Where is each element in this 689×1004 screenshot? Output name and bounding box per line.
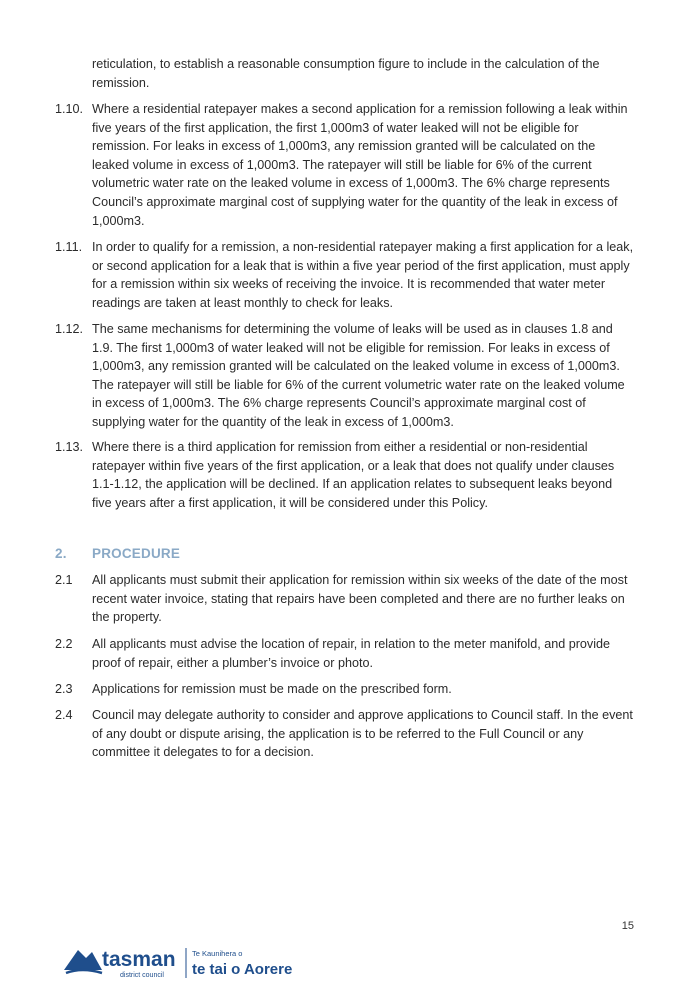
clause-1-10 [55,100,635,230]
logo-sub: district council [120,972,164,979]
procedure-text: All applicants must submit their application for remission within six weeks of the date of the most recent water invoice, stating that repairs have been completed and there are no further leaks on the property. [92,573,628,625]
procedure-2-2 [55,635,635,672]
procedure-text: Applications for remission must be made on the prescribed form. [92,682,452,696]
clause-text: In order to qualify for a remission, a non-residential ratepayer making a first application for a leak, or second application for a leak that is within a five year period of the first application, must apply for a remission within six weeks of receiving the invoice. It is recommended that water meter readings are taken at least monthly to check for leaks. [92,240,634,310]
procedure-text: All applicants must advise the location of repair, in relation to the meter manifold, and provide proof of repair, either a plumber’s invoice or photo. [92,637,611,670]
clause-number: 1.11. [55,240,83,254]
continued-paragraph: reticulation, to establish a reasonable consumption figure to include in the calculation of the remission. [92,57,600,90]
logo-maori-large: te tai o Aorere [192,961,293,978]
logo-name: tasman [102,948,176,971]
section-heading [55,546,180,561]
section-number: 2. [55,546,67,561]
clause-number: 1.13. [55,440,84,454]
procedure-number: 2.1 [55,573,73,587]
clause-1-13 [55,438,635,512]
logo-maori-small: Te Kaunihera o [192,949,243,958]
procedure-2-1 [55,571,635,627]
clause-number: 1.10. [55,102,84,116]
section-title: PROCEDURE [92,546,181,561]
procedure-number: 2.2 [55,637,73,651]
clause-text: Where a residential ratepayer makes a second application for a remission following a leak within five years of the first application, the first 1,000m3 of water leaked will not be eligible for remission. For leaks in excess of 1,000m3, any remission granted will be calculated on the leaked volume in excess of 1,000m3. The ratepayer will still be liable for 6% of the current volumetric water rate on the leaked volume in excess of 1,000m3. The 6% charge represents Council’s approximate marginal cost of supplying water for the quantity of the leak in excess of 1,000m3. [92,102,628,228]
procedure-number: 2.3 [55,682,73,696]
tasman-logo [62,940,322,984]
procedure-2-4 [55,706,635,762]
mountain-icon [64,950,102,973]
clause-number: 1.12. [55,322,84,336]
procedure-text: Council may delegate authority to consider and approve applications to Council staff. In the event of any doubt or dispute arising, the application is to be referred to the Full Council or any committee it delegates to for a decision. [92,708,633,760]
procedure-2-3 [55,680,635,699]
clause-text: Where there is a third application for remission from either a residential or non-residential ratepayer within five years of the first application, or a leak that does not qualify under clauses 1.1-1.12, the application will be declined. If an application relates to subsequent leaks beyond five years after a first application, it will be considered under this Policy. [92,440,615,510]
procedure-number: 2.4 [55,708,73,722]
clause-1-11 [55,238,635,312]
clause-text: The same mechanisms for determining the volume of leaks will be used as in clauses 1.8 and 1.9. The first 1,000m3 of water leaked will not be eligible for remission. For leaks in excess of 1,000m3, any remission granted will be calculated on the leaked volume in excess of 1,000m3. The ratepayer will still be liable for 6% of the current volumetric water rate on the leaked volume in excess of 1,000m3. The 6% charge represents Council’s approximate marginal cost of supplying water for the quantity of the leak in excess of 1,000m3. [92,322,625,429]
clause-1-12 [55,320,635,432]
page-number: 15 [621,920,634,932]
